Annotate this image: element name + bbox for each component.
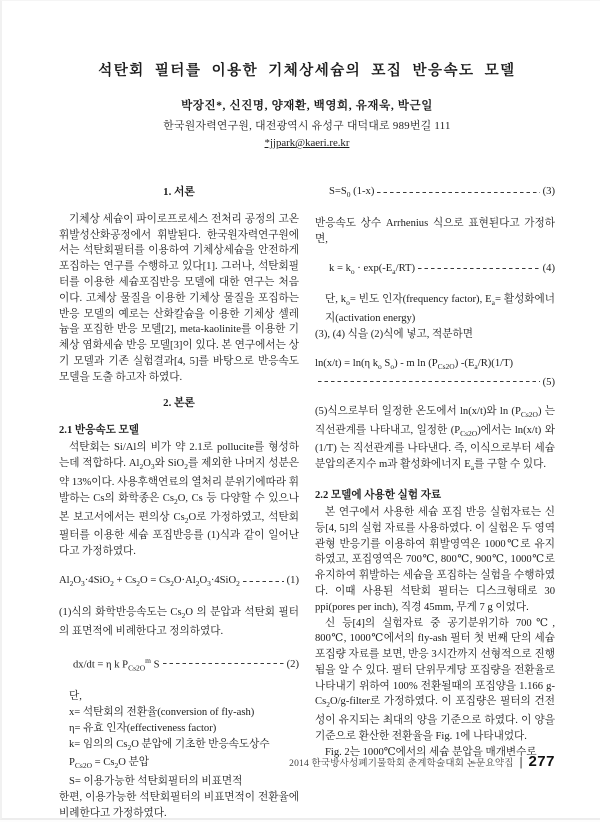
equation-3-number: (3): [542, 186, 555, 197]
section-2-heading: 2. 본론: [163, 396, 195, 409]
equation-3-body: $S=S_0$ (1-x): [329, 186, 375, 200]
author-list: 박장진*, 신진명, 양재환, 백영희, 유재욱, 박근일: [181, 100, 433, 112]
equation-5-discussion: (5)식으로부터 일정한 온도에서 ln(x/t)와 $\ln (P_{Cs2O})$ 는 직선관계를 나타내고, 일정한 $(P_{Cs2O})$에서는 ln(x/t) 와 (1/T) 는 직선관계를 나타낸다. 즉, 이식으로부터 세슘분압의존지수 m과 활성화에너지 $E_a$를 구할 수 있다.: [315, 405, 555, 473]
equation-5: [315, 356, 555, 391]
equation-2-body: dx/dt = η k $P_{Cs2O}^m$ S: [73, 655, 160, 673]
corresponding-email: *jjpark@kaeri.re.kr: [264, 137, 350, 149]
kinetics-paragraph: 석탄회는 Si/Al의 비가 약 2.1로 pollucite를 형성하는데 적합하다. $Al_2O_3$와 SiO$_2$를 제외한 나머지 성분은 약 13%이다. 사용후핵연료의 열처리 분위기에따라 휘발하는 Cs의 화학종은 $Cs_2O$, Cs 등 다양할 수 있으나 본 보고서에서는 편의상 $Cs_2O$로 가정하였고, 석탄회 필터를 이용한 세슘 포집반응를 (1)식과 같이 일어난다고 가정하였다.: [59, 442, 299, 558]
equation-4-terms: 단, $k_o=$ 빈도 인자(frequency factor), $E_a=$ 활성화에너지(activation energy): [325, 294, 556, 325]
where-label: 단,: [69, 691, 82, 703]
equation-5-leader-row: [315, 375, 555, 391]
fig2-paragraph: Fig. 2는 1000℃에서의 세슘 분압을 매개변수로: [325, 746, 537, 758]
substitution-paragraph: (3), (4) 식을 (2)식에 넣고, 적분하면: [315, 329, 473, 341]
equation-leader-dashes: [318, 381, 540, 382]
definition-s: S= 이용가능한 석탄회필터의 비표면적: [69, 776, 243, 788]
conference-title: 2014 한국방사성폐기물학회 춘계학술대회 논문요약집: [289, 758, 514, 769]
experiment-data-paragraph: 본 연구에서 사용한 세슘 포집 반응 실험자료는 신 등[4, 5]의 실험 자료를 사용하였다. 이 실험은 두 영역 관형 반응기를 이용하여 휘발영역은 1000℃로 유지하였고, 포집영역은 700℃, 800℃, 900℃, 1000℃로 유지하여 휘발하는 세슘을 포집하는 실험을 수행하였다. 이때 사용된 석탄회 필터는 디스크형태로 30 ppi(pores per inch), 직경 45mm, 무게 7 g 이었다.: [315, 506, 555, 613]
two-column-body: [59, 175, 555, 822]
definition-x: x= 석탄회의 전환율(conversion of fly-ash): [69, 706, 255, 718]
intro-paragraph: 기체상 세슘이 파이로프로세스 전처리 공정의 고온 휘발성산화공정에서 휘발된다. 한국원자력연구원에서는 석탄회필터를 이용하여 기체상세슘을 안전하게 포집하는 연구를 수행하고 있다[1]. 그러나, 석탄회필터를 이용한 세슘포집반응 모델에 대한 연구는 처음이다. 고체상 물질을 이용한 기체상 물질을 포집하는 반응 모델의 예로는 산화칼슘을 이용한 기체상 셀레늄을 포집한 반응 모델[2], meta-kaolinite를 이용한 기체상 염화세슘 반응 모델[3]이 있다. 본 연구에서는 상기 모델과 기존 실험결과[4, 5]를 바탕으로 반응속도 모델을 도출 하고자 하였다.: [59, 213, 299, 383]
footer-separator: |: [519, 753, 523, 769]
subsection-2-2-heading: 2.2 모델에 사용한 실험 자료: [315, 490, 442, 502]
equation-1-number: (1): [286, 575, 299, 587]
definition-eta: η= 유효 인자(effectiveness factor): [69, 722, 217, 734]
arrhenius-paragraph: 반응속도 상수 Arrhenius 식으로 표현된다고 가정하면,: [315, 217, 555, 245]
equation-4-number: (4): [542, 262, 555, 274]
page-footer: [289, 753, 555, 770]
equation-1-body: $Al_2O_3\cdot 4SiO_2 + Cs_2O = Cs_2O\cdot Al_2O_3\cdot 4SiO_2$: [59, 575, 240, 589]
page-number: 277: [528, 753, 555, 770]
equation-4: [329, 261, 555, 280]
paper-header: [59, 59, 555, 149]
equation-leader-dashes: [163, 663, 284, 664]
equation-1-explanation: (1)식의 화학반응속도는 $Cs_2O$ 의 분압과 석탄회 필터의 표면적에 비례한다고 정의하였다.: [59, 606, 299, 637]
definition-p: $P_{Cs2O} = Cs_2O$ 분압: [69, 757, 149, 771]
definition-k: k= 임의의 $Cs_2O$ 분압에 기초한 반응속도상수: [69, 738, 270, 752]
equation-leader-dashes: [418, 268, 540, 269]
equation-2-number: (2): [286, 659, 299, 671]
right-column: [315, 175, 555, 822]
equation-leader-dashes: [377, 192, 539, 193]
subsection-2-1-heading: 2.1 반응속도 모델: [59, 425, 139, 437]
affiliation: 한국원자력연구원, 대전광역시 유성구 대덕대로 989번길 111: [163, 120, 451, 132]
section-1-heading: 1. 서론: [163, 186, 195, 198]
equation-4-body: $k = k_o \cdot \exp(-E_a/RT)$: [329, 262, 415, 276]
equation-3: [329, 184, 555, 203]
conversion-paragraph: 신 등[4]의 실험자료 중 공기분위기하 700℃, 800℃, 1000℃에서의 fly-ash 필터 첫 번째 단의 세슘 포집량 자료를 보면, 반응 3시간까지 선형적으로 진행됨을 알 수 있다. 필터 단위무게당 포집량을 전환율로 나타내기 위하여 100% 전환될때의 포집양을 1.166 $g-Cs_2O/g$-filter로 가정하였다. 이 포집량은 필터의 건전성이 유지되는 최대의 양을 기준으로 하였다. 이 양을 기준으로 환산한 전환율을 Fig. 1에 나타내었다.: [315, 617, 555, 743]
left-column: [59, 175, 299, 822]
equation-5-number: (5): [542, 376, 555, 388]
variable-definitions: [59, 689, 299, 790]
equation-2: [73, 653, 299, 676]
equation-5-body: ln(x/t) = ln(η $k_o$ $S_o$) - m $\ln (P_{Cs2O})$ $-(E_a/R)(1/T)$: [315, 357, 514, 372]
equation-1: [59, 573, 299, 592]
surface-area-assumption: 한편, 이용가능한 석탄회필터의 비표면적이 전환율에 비례한다고 가정하였다.: [59, 792, 299, 819]
equation-leader-dashes: [243, 581, 284, 582]
page-title: 석탄회 필터를 이용한 기체상세슘의 포집 반응속도 모델: [98, 63, 516, 79]
